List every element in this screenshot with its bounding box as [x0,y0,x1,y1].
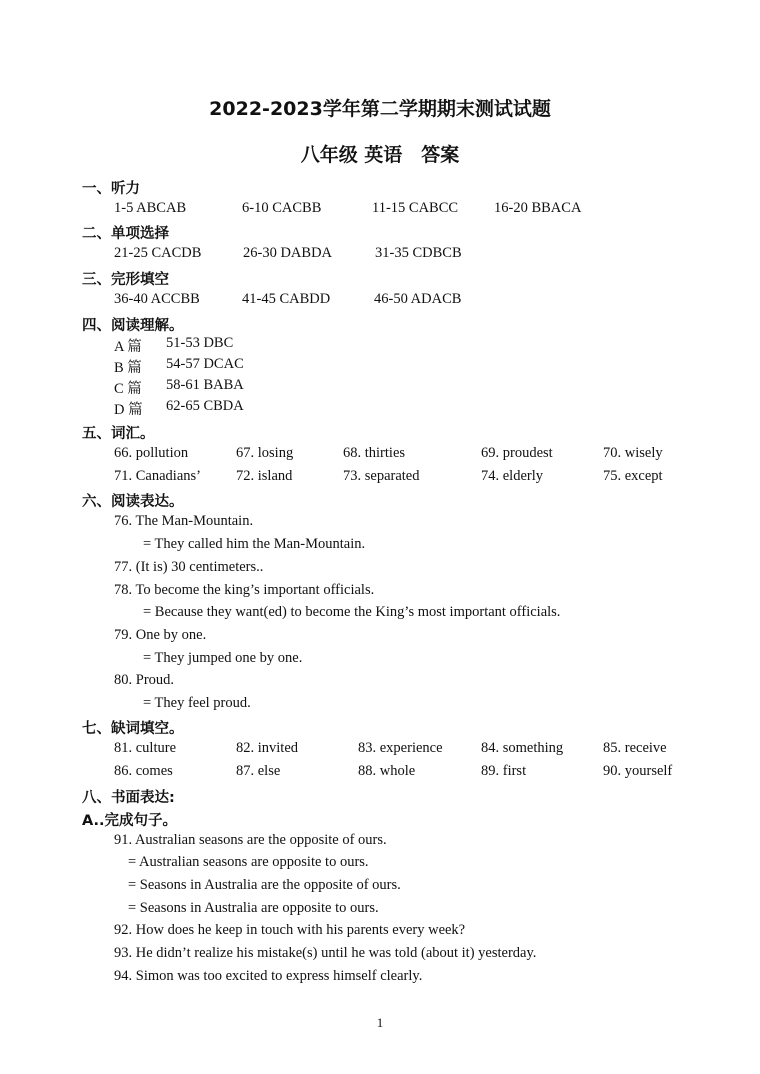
vocabulary-answer: 67. losing [236,445,294,461]
reading-passage-answer: 51-53 DBC [166,335,234,351]
fill-blank-answer: 89. first [481,763,527,779]
subsection-heading-complete-sentences: A..完成句子。 [82,813,178,829]
single-choice-answer: 21-25 CACDB [114,245,202,261]
reading-expression-line: = They called him the Man-Mountain. [143,536,366,552]
writing-line: 94. Simon was too excited to express himself clearly. [114,968,423,984]
reading-passage-label: A 篇 [114,339,142,355]
document-subtitle: 八年级 英语 答案 [300,144,460,166]
section-heading-writing: 八、书面表达: [82,790,175,806]
writing-line: 91. Australian seasons are the opposite of ours. [114,832,387,848]
reading-expression-line: = They feel proud. [143,695,251,711]
writing-line: 92. How does he keep in touch with his parents every week? [114,922,466,938]
vocabulary-answer: 68. thirties [343,445,406,461]
vocabulary-answer: 74. elderly [481,468,544,484]
vocabulary-answer: 70. wisely [603,445,663,461]
cloze-answer: 41-45 CABDD [242,291,331,307]
fill-blank-answer: 88. whole [358,763,416,779]
listening-answer: 11-15 CABCC [372,200,459,216]
reading-passage-answer: 54-57 DCAC [166,356,244,372]
listening-answer: 16-20 BBACA [494,200,582,216]
page-number: 1 [376,1015,384,1030]
reading-expression-line: 76. The Man-Mountain. [114,513,254,529]
section-heading-reading-expression: 六、阅读表达。 [82,494,184,510]
vocabulary-answer: 71. Canadians’ [114,468,201,484]
reading-expression-line: 77. (It is) 30 centimeters.. [114,559,264,575]
listening-answer: 6-10 CACBB [242,200,322,216]
fill-blank-answer: 81. culture [114,740,177,756]
section-heading-vocabulary: 五、词汇。 [82,426,155,442]
reading-expression-line: = Because they want(ed) to become the King’s most important officials. [143,604,561,620]
reading-passage-label: B 篇 [114,360,142,376]
reading-expression-line: 79. One by one. [114,627,207,643]
single-choice-answer: 26-30 DABDA [243,245,333,261]
section-heading-reading: 四、阅读理解。 [82,318,184,334]
fill-blank-answer: 85. receive [603,740,667,756]
writing-line: 93. He didn’t realize his mistake(s) until he was told (about it) yesterday. [114,945,537,961]
cloze-answer: 36-40 ACCBB [114,291,200,307]
reading-passage-label: D 篇 [114,402,143,418]
section-heading-listening: 一、听力 [82,181,140,197]
reading-passage-answer: 62-65 CBDA [166,398,244,414]
vocabulary-answer: 66. pollution [114,445,189,461]
section-heading-single-choice: 二、单项选择 [82,226,169,242]
reading-expression-line: 80. Proud. [114,672,175,688]
fill-blank-answer: 86. comes [114,763,173,779]
fill-blank-answer: 87. else [236,763,281,779]
fill-blank-answer: 83. experience [358,740,443,756]
vocabulary-answer: 75. except [603,468,663,484]
fill-blank-answer: 90. yourself [603,763,673,779]
writing-line: = Seasons in Australia are opposite to ours. [128,900,379,916]
section-heading-cloze: 三、完形填空 [82,272,169,288]
cloze-answer: 46-50 ADACB [374,291,462,307]
reading-expression-line: 78. To become the king’s important officials. [114,582,375,598]
listening-answer: 1-5 ABCAB [114,200,187,216]
fill-blank-answer: 82. invited [236,740,299,756]
single-choice-answer: 31-35 CDBCB [375,245,462,261]
document-title: 2022-2023学年第二学期期末测试试题 [209,98,551,120]
reading-expression-line: = They jumped one by one. [143,650,303,666]
writing-line: = Seasons in Australia are the opposite of ours. [128,877,401,893]
reading-passage-label: C 篇 [114,381,142,397]
fill-blank-answer: 84. something [481,740,564,756]
section-heading-fill-blanks: 七、缺词填空。 [82,721,184,737]
reading-passage-answer: 58-61 BABA [166,377,244,393]
vocabulary-answer: 69. proudest [481,445,553,461]
vocabulary-answer: 72. island [236,468,293,484]
writing-line: = Australian seasons are opposite to ours. [128,854,369,870]
vocabulary-answer: 73. separated [343,468,420,484]
